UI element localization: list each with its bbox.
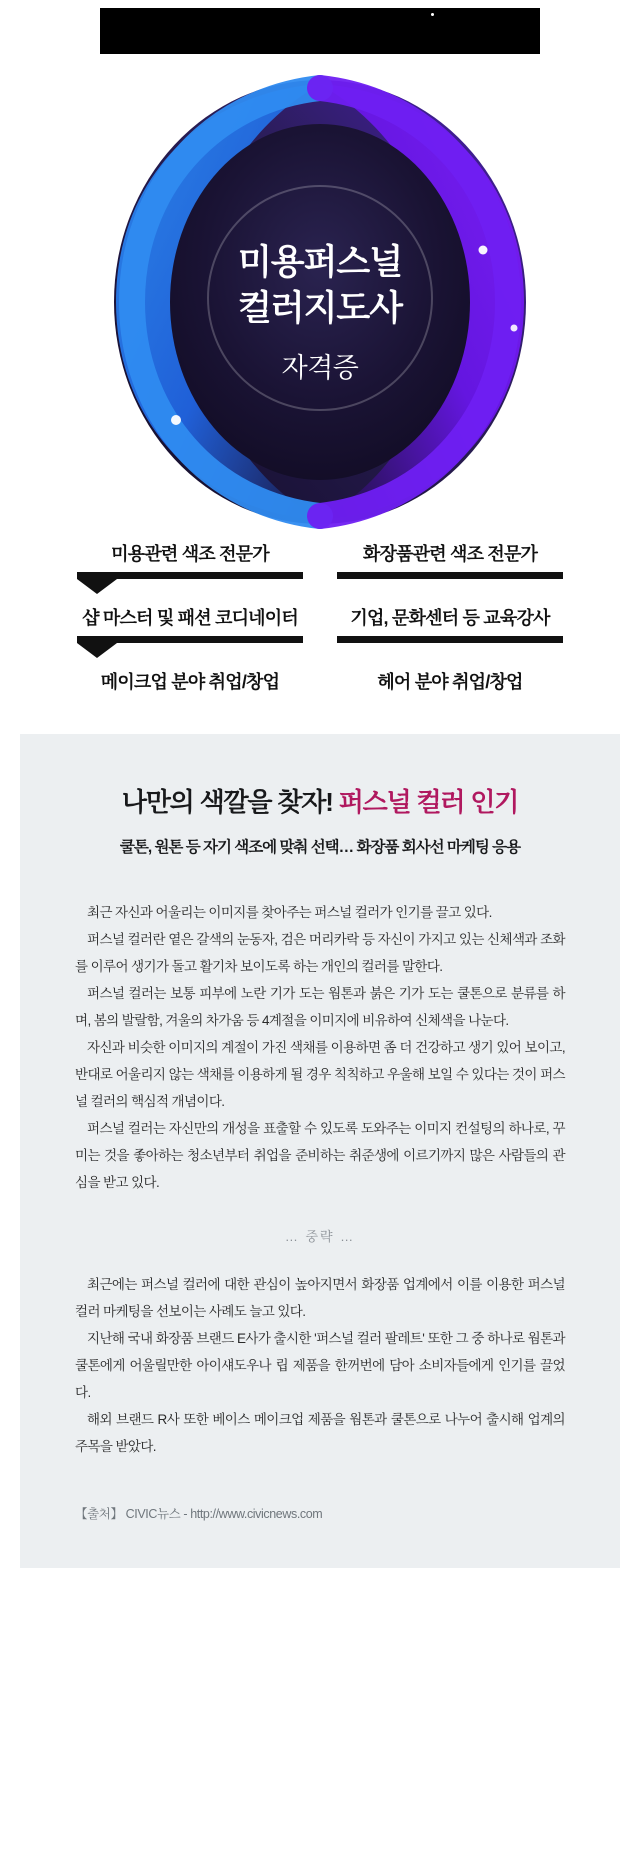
- banner-dot-icon: [431, 13, 434, 16]
- career-paths-columns: [60, 534, 580, 696]
- article-paragraph: 지난해 국내 화장품 브랜드 E사가 출시한 '퍼스널 컬러 팔레트' 또한 그 중 하나로 웜톤과 쿨톤에게 어울릴만한 아이섀도우나 립 제품을 한꺼번에 담아 소비자들에게 인기를 끌었다.: [75, 1330, 565, 1400]
- article-paragraph: 최근 자신과 어울리는 이미지를 찾아주는 퍼스널 컬러가 인기를 끌고 있다.: [87, 904, 492, 920]
- career-left-item-1: 미용관련 색조 전문가: [111, 544, 269, 564]
- top-banner-bar: [100, 8, 540, 54]
- career-right-item-1: 화장품관련 색조 전문가: [362, 544, 538, 564]
- article-paragraph: 퍼스널 컬러란 옅은 갈색의 눈동자, 검은 머리카락 등 자신이 가지고 있는 신체색과 조화를 이루어 생기가 돌고 활기차 보이도록 하는 개인의 컬러를 말한다.: [75, 931, 565, 974]
- article-source: 【출처】 CIVIC뉴스 - http://www.civicnews.com: [75, 1506, 323, 1521]
- article-body-after: [75, 1271, 565, 1460]
- article-subheadline: 쿨톤, 원톤 등 자기 색조에 맞춰 선택… 화장품 회사선 마케팅 응용: [119, 838, 521, 856]
- arrow-down-icon: [60, 632, 320, 662]
- career-paths-section: [0, 532, 640, 734]
- arrow-down-icon: [320, 568, 580, 598]
- article-paragraph: 퍼스널 컬러는 보통 피부에 노란 기가 도는 웜톤과 붉은 기가 도는 쿨톤으로 분류를 하며, 봄의 발랄함, 겨울의 차가움 등 4계절을 이미지에 비유하여 신체색을 나눈다.: [75, 985, 565, 1028]
- emblem-rings-icon: [80, 70, 560, 530]
- career-right-item-2: 기업, 문화센터 등 교육강사: [350, 608, 550, 628]
- article-omission-divider: … 중략 …: [284, 1228, 356, 1244]
- article-paragraph: 퍼스널 컬러는 자신만의 개성을 표출할 수 있도록 도와주는 이미지 컨설팅의 하나로, 꾸미는 것을 좋아하는 청소년부터 취업을 준비하는 취준생에 이르기까지 많은 사람들의 관심을 받고 있다.: [75, 1120, 565, 1190]
- emblem-subtitle: 자격증: [281, 353, 359, 384]
- career-left-item-2: 샵 마스터 및 패션 코디네이터: [82, 608, 298, 628]
- article-body-before: [75, 899, 565, 1196]
- career-column-right: [320, 534, 580, 696]
- hero-emblem-section: [0, 62, 640, 532]
- article-paragraph: 해외 브랜드 R사 또한 베이스 메이크업 제품을 웜톤과 쿨톤으로 나누어 출시해 업계의 주목을 받았다.: [75, 1411, 565, 1454]
- top-banner: [0, 0, 640, 62]
- emblem-title-line2: 컬러지도사: [237, 289, 403, 329]
- arrow-down-icon: [60, 568, 320, 598]
- headline-accent-part: 퍼스널 컬러 인기: [338, 787, 519, 817]
- emblem-title-line1: 미용퍼스널: [237, 243, 403, 282]
- career-column-left: [60, 534, 320, 696]
- headline-dark-part: 나만의 색깔을 찾자!: [121, 787, 333, 817]
- article-paragraph: 자신과 비슷한 이미지의 계절이 가진 색채를 이용하면 좀 더 건강하고 생기 있어 보이고, 반대로 어울리지 않는 색채를 이용하게 될 경우 칙칙하고 우울해 보일 수 있다는 것이 퍼스널 컬러의 핵심적 개념이다.: [75, 1039, 565, 1109]
- arrow-down-icon: [320, 632, 580, 662]
- career-left-item-3: 메이크업 분야 취업/창업: [100, 672, 280, 692]
- emblem-graphic: [80, 70, 560, 530]
- article-section: [20, 734, 620, 1568]
- career-right-item-3: 헤어 분야 취업/창업: [377, 672, 523, 692]
- article-headline: [75, 786, 565, 819]
- article-inner: [75, 786, 565, 1522]
- article-paragraph: 최근에는 퍼스널 컬러에 대한 관심이 높아지면서 화장품 업계에서 이를 이용한 퍼스널 컬러 마케팅을 선보이는 사례도 늘고 있다.: [75, 1276, 565, 1319]
